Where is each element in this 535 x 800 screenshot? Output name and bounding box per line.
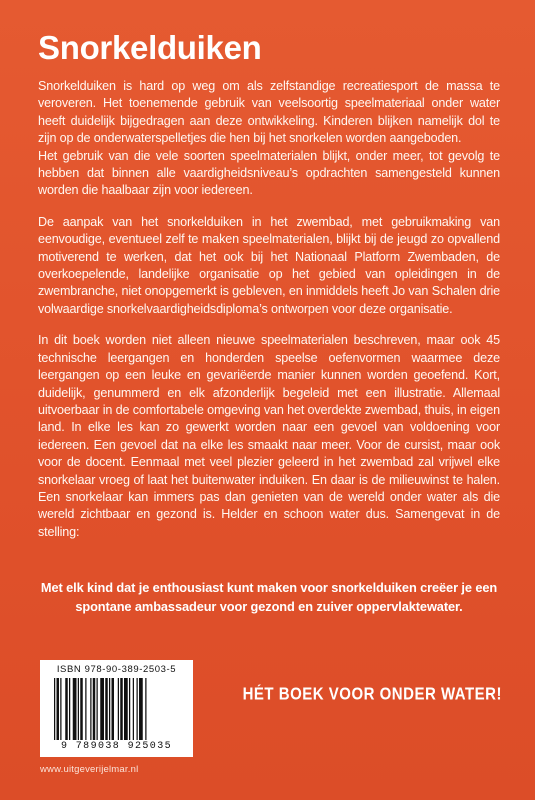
isbn-label: ISBN 978-90-389-2503-5 <box>56 664 177 675</box>
paragraph-2: Het gebruik van die vele soorten speelmaterialen blijkt, onder meer, tot gevolg te hebben dat binnen alle vaardigheidsniveau’s opdrachten samengesteld kunnen worden die haalbaar zijn voor iedereen. <box>38 148 500 198</box>
paragraph-3: De aanpak van het snorkelduiken in het zwembad, met gebruikmaking van eenvoudige, eventueel zelf te maken speelmaterialen, blijkt bij de jeugd zo opvallend motiverend te werken, dat het ook bij het Nationaal Platform Zwembaden, de overkoepelende, landelijke organisatie op het gebied van opleidingen in de zwembranche, niet onopgemerkt is gebleven, en inmiddels heeft Jo van Schalen drie volwaardige snorkelvaardigheidsdiploma’s ontworpen voor deze organisatie. <box>38 214 500 316</box>
barcode-block <box>40 660 193 757</box>
blurb-text <box>38 78 500 555</box>
statement-quote: Met elk kind dat je enthousiast kunt maken voor snorkelduiken creëer je een spontane ambassadeur voor gezond en zuiver oppervlaktewater. <box>40 580 498 614</box>
publisher-url: www.uitgeverijelmar.nl <box>40 764 139 775</box>
barcode-icon <box>54 678 185 740</box>
barcode-digits: 9 789038 925035 <box>60 741 172 752</box>
book-title: Snorkelduiken <box>38 29 262 66</box>
paragraph-4: In dit boek worden niet alleen nieuwe speelmaterialen beschreven, maar ook 45 technische leergangen en honderden speelse oefenvormen waarmee deze leergangen op een leuke en gevariëerde manier kunnen worden geoefend. Kort, duidelijk, genummerd en elk afzonderlijk begeleid met een illustratie. Allemaal uitvoerbaar in de comfortabele omgeving van het overdekte zwembad, thuis, in eigen land. In elke les kan zo gewerkt worden naar een gevoel van voldoening voor iedereen. Een gevoel dat na elke les smaakt naar meer. Voor de cursist, maar ook voor de docent. Eenmaal met veel plezier geleerd in het zwembad zal vrijwel elke snorkelaar vroeg of laat het buitenwater induiken. En daar is de milieuwinst te halen. Een snorkelaar kan immers pas dan genieten van de wereld onder water als die wereld zichtbaar en gezond is. Helder en schoon water dus. Samengevat in de stelling: <box>38 333 500 539</box>
tagline: HÉT BOEK VOOR ONDER WATER! <box>242 684 502 705</box>
paragraph-1: Snorkelduiken is hard op weg om als zelfstandige recreatiesport de massa te veroveren. Het toenemende gebruik van veelsoortig speelmateriaal onder water heeft duidelijk bijgedragen aan deze ontwikkeling. Kinderen blijken namelijk dol te zijn op de onderwaterspelletjes die hen bij het snorkelen worden aangeboden. <box>38 79 500 146</box>
